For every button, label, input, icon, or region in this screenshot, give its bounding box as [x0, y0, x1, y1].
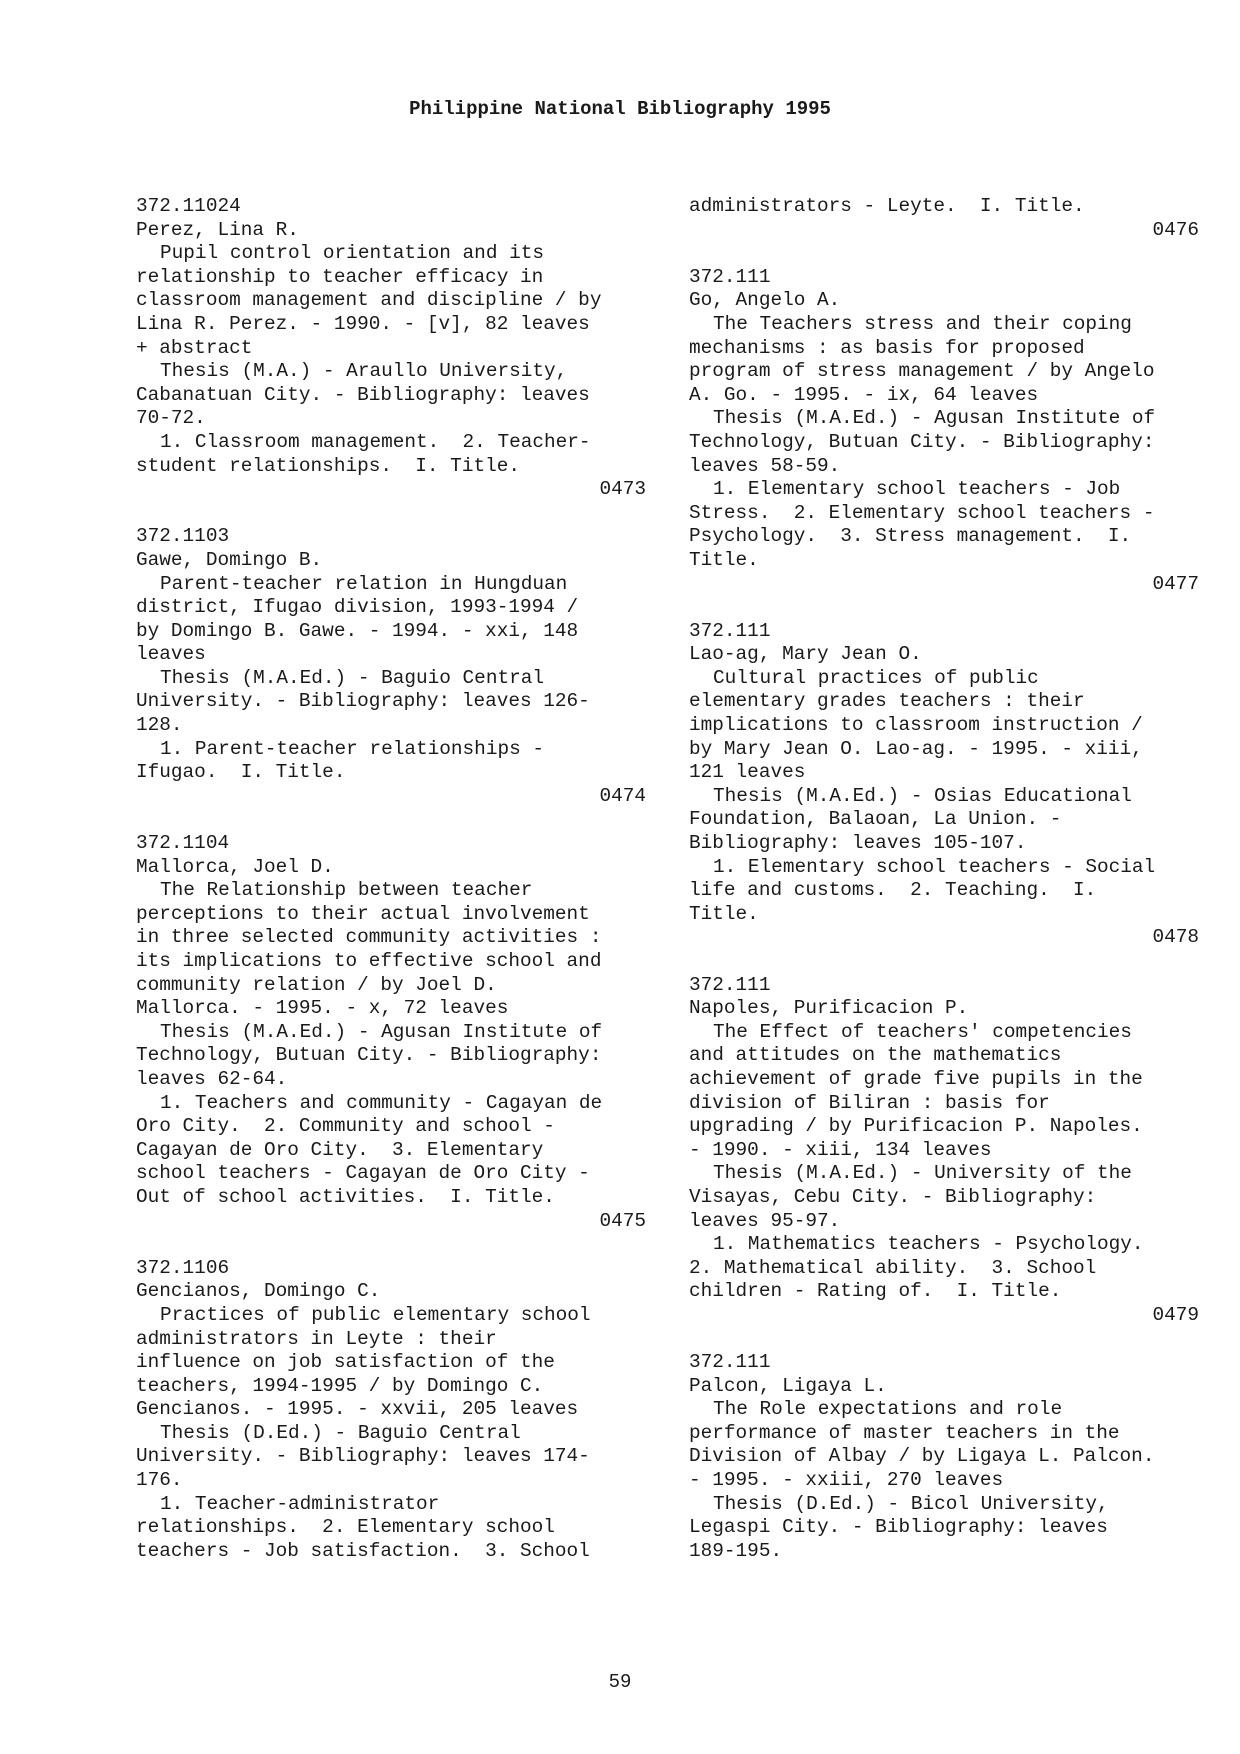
entry-spacer	[136, 502, 646, 526]
entry-line: 1. Teachers and community - Cagayan de	[160, 1091, 603, 1114]
entry-line: Oro City. 2. Community and school -	[136, 1115, 555, 1138]
entry-spacer	[689, 242, 1199, 266]
entry-line: implications to classroom instruction /	[689, 714, 1143, 737]
entry-line: 372.1104	[136, 832, 230, 855]
entry-line: Stress. 2. Elementary school teachers -	[689, 501, 1155, 524]
entry-line: upgrading / by Purificacion P. Napoles.	[689, 1115, 1143, 1138]
entry-line: influence on job satisfaction of the	[136, 1351, 555, 1374]
right-column	[689, 195, 1199, 1563]
entry-line: perceptions to their actual involvement	[136, 902, 590, 925]
entry-line: classroom management and discipline / by	[136, 289, 602, 312]
entry-line: Gencianos, Domingo C.	[136, 1280, 381, 1303]
entry-line: by Domingo B. Gawe. - 1994. - xxi, 148	[136, 619, 579, 642]
entry-line: 372.1106	[136, 1256, 230, 1279]
entry-line: 1. Elementary school teachers - Social	[713, 855, 1156, 878]
entry-line: Gawe, Domingo B.	[136, 548, 323, 571]
entry-line: The Teachers stress and their coping	[713, 312, 1132, 335]
entry-spacer	[689, 596, 1199, 620]
entry-line: Out of school activities. I. Title.	[136, 1185, 555, 1208]
entry-line: its implications to effective school and	[136, 950, 602, 972]
entry-line: Go, Angelo A.	[689, 289, 841, 312]
entry-line: Mallorca, Joel D.	[136, 855, 334, 878]
entry-line: Title.	[689, 548, 759, 571]
entry-spacer	[136, 808, 646, 832]
entry-line: - 1995. - xxiii, 270 leaves	[689, 1469, 1004, 1492]
entry-line: elementary grades teachers : their	[689, 690, 1085, 713]
entry-line: University. - Bibliography: leaves 126-	[136, 690, 590, 713]
entry-line: leaves	[136, 643, 206, 666]
entry-line: The Effect of teachers' competencies	[713, 1020, 1132, 1043]
entry-line: Mallorca. - 1995. - x, 72 leaves	[136, 997, 509, 1020]
entry-line: mechanisms : as basis for proposed	[689, 336, 1085, 359]
entry-line: The Relationship between teacher	[160, 879, 533, 902]
entry-line: student relationships. I. Title.	[136, 454, 520, 477]
entry-line: - 1990. - xiii, 134 leaves	[689, 1138, 992, 1161]
entry-number: 0479	[1152, 1303, 1199, 1326]
entry-line: Lao-ag, Mary Jean O.	[689, 643, 922, 666]
entry-number: 0473	[599, 478, 646, 501]
entry-line: 372.11024	[136, 195, 241, 217]
entry-line: 372.111	[689, 265, 771, 288]
entry-line: 176.	[136, 1469, 183, 1492]
entry-line: Practices of public elementary school	[160, 1303, 591, 1326]
entry-line: Cabanatuan City. - Bibliography: leaves	[136, 383, 590, 406]
entry-line: University. - Bibliography: leaves 174-	[136, 1445, 590, 1468]
entry-number: 0475	[599, 1209, 646, 1232]
entry-line: Legaspi City. - Bibliography: leaves	[689, 1516, 1108, 1539]
entry-line: 372.111	[689, 1351, 771, 1374]
entry-line: Palcon, Ligaya L.	[689, 1374, 887, 1397]
bibliography-entry	[689, 620, 1199, 950]
entry-line: 1. Parent-teacher relationships -	[160, 737, 544, 760]
entry-line: Thesis (M.A.Ed.) - University of the	[713, 1162, 1132, 1185]
entry-line: Thesis (M.A.Ed.) - Baguio Central	[160, 666, 544, 689]
entry-number: 0474	[599, 784, 646, 807]
entry-line: performance of master teachers in the	[689, 1421, 1120, 1444]
bibliography-entry	[136, 1257, 646, 1564]
entry-line: 1. Mathematics teachers - Psychology.	[713, 1233, 1144, 1256]
bibliography-entry	[136, 195, 646, 502]
entry-line: Cultural practices of public	[713, 666, 1039, 689]
entry-line: teachers - Job satisfaction. 3. School	[136, 1539, 590, 1562]
bibliography-entry	[689, 974, 1199, 1328]
entry-line: administrators in Leyte : their	[136, 1327, 497, 1350]
entry-line: Title.	[689, 902, 759, 925]
entry-line: 1. Teacher-administrator	[160, 1492, 440, 1515]
entry-number: 0477	[1152, 572, 1199, 595]
entry-number: 0476	[1152, 218, 1199, 241]
entry-line: school teachers - Cagayan de Oro City -	[136, 1162, 590, 1185]
entry-line: Ifugao. I. Title.	[136, 761, 346, 784]
entry-line: administrators - Leyte. I. Title.	[689, 195, 1085, 217]
entry-line: Visayas, Cebu City. - Bibliography:	[689, 1185, 1097, 1208]
entry-line: Lina R. Perez. - 1990. - [v], 82 leaves	[136, 312, 590, 335]
entry-line: leaves 95-97.	[689, 1209, 841, 1232]
entry-line: Thesis (M.A.Ed.) - Agusan Institute of	[160, 1020, 603, 1043]
left-column	[136, 195, 646, 1563]
entry-line: Thesis (M.A.Ed.) - Osias Educational	[713, 784, 1132, 807]
entry-line: Psychology. 3. Stress management. I.	[689, 525, 1132, 548]
entry-line: Thesis (M.A.) - Araullo University,	[160, 360, 568, 383]
entry-line: district, Ifugao division, 1993-1994 /	[136, 596, 579, 619]
bibliography-entry	[136, 525, 646, 808]
entry-line: Perez, Lina R.	[136, 218, 299, 241]
entry-line: 1. Elementary school teachers - Job	[713, 478, 1121, 501]
entry-line: Pupil control orientation and its	[160, 242, 544, 265]
entry-line: A. Go. - 1995. - ix, 64 leaves	[689, 383, 1039, 406]
entry-line: 372.1103	[136, 525, 230, 548]
entry-line: Bibliography: leaves 105-107.	[689, 832, 1027, 855]
entry-line: and attitudes on the mathematics	[689, 1044, 1062, 1067]
entry-line: Thesis (D.Ed.) - Bicol University,	[713, 1492, 1109, 1515]
entry-spacer	[689, 1328, 1199, 1352]
entry-line: + abstract	[136, 336, 253, 359]
entry-line: program of stress management / by Angelo	[689, 360, 1155, 383]
entry-line: leaves 58-59.	[689, 454, 841, 477]
entry-line: Parent-teacher relation in Hungduan	[160, 572, 568, 595]
entry-line: in three selected community activities :	[136, 926, 602, 949]
bibliography-entry	[136, 832, 646, 1233]
page-number: 59	[608, 1671, 632, 1693]
entry-line: 189-195.	[689, 1539, 783, 1562]
entry-line: relationships. 2. Elementary school	[136, 1516, 555, 1539]
entry-line: teachers, 1994-1995 / by Domingo C.	[136, 1374, 544, 1397]
page-title: Philippine National Bibliography 1995	[409, 98, 831, 120]
entry-spacer	[136, 1233, 646, 1257]
entry-line: Technology, Butuan City. - Bibliography:	[689, 430, 1155, 453]
entry-line: Napoles, Purificacion P.	[689, 997, 969, 1020]
bibliography-entry	[689, 266, 1199, 596]
entry-line: 70-72.	[136, 407, 206, 430]
entry-line: achievement of grade five pupils in the	[689, 1067, 1143, 1090]
entry-line: 372.111	[689, 619, 771, 642]
entry-line: 372.111	[689, 973, 771, 996]
entry-line: 128.	[136, 714, 183, 737]
entry-line: life and customs. 2. Teaching. I.	[689, 879, 1097, 902]
bibliography-entry	[689, 195, 1199, 242]
entry-line: relationship to teacher efficacy in	[136, 265, 544, 288]
entry-line: community relation / by Joel D.	[136, 973, 497, 996]
entry-line: 1. Classroom management. 2. Teacher-	[160, 430, 591, 453]
entry-number: 0478	[1152, 926, 1199, 949]
entry-line: Division of Albay / by Ligaya L. Palcon.	[689, 1445, 1155, 1468]
entry-line: Gencianos. - 1995. - xxvii, 205 leaves	[136, 1398, 579, 1421]
entry-line: by Mary Jean O. Lao-ag. - 1995. - xiii,	[689, 737, 1143, 760]
entry-line: Thesis (D.Ed.) - Baguio Central	[160, 1421, 521, 1444]
entry-line: children - Rating of. I. Title.	[689, 1280, 1062, 1303]
entry-line: The Role expectations and role	[713, 1398, 1063, 1421]
entry-line: Thesis (M.A.Ed.) - Agusan Institute of	[713, 407, 1156, 430]
entry-line: division of Biliran : basis for	[689, 1091, 1050, 1114]
entry-line: 121 leaves	[689, 761, 806, 784]
entry-line: Technology, Butuan City. - Bibliography:	[136, 1044, 602, 1067]
entry-line: leaves 62-64.	[136, 1067, 288, 1090]
entry-line: Foundation, Balaoan, La Union. -	[689, 808, 1062, 831]
bibliography-entry	[689, 1351, 1199, 1563]
entry-line: 2. Mathematical ability. 3. School	[689, 1256, 1097, 1279]
entry-spacer	[689, 950, 1199, 974]
entry-line: Cagayan de Oro City. 3. Elementary	[136, 1138, 544, 1161]
